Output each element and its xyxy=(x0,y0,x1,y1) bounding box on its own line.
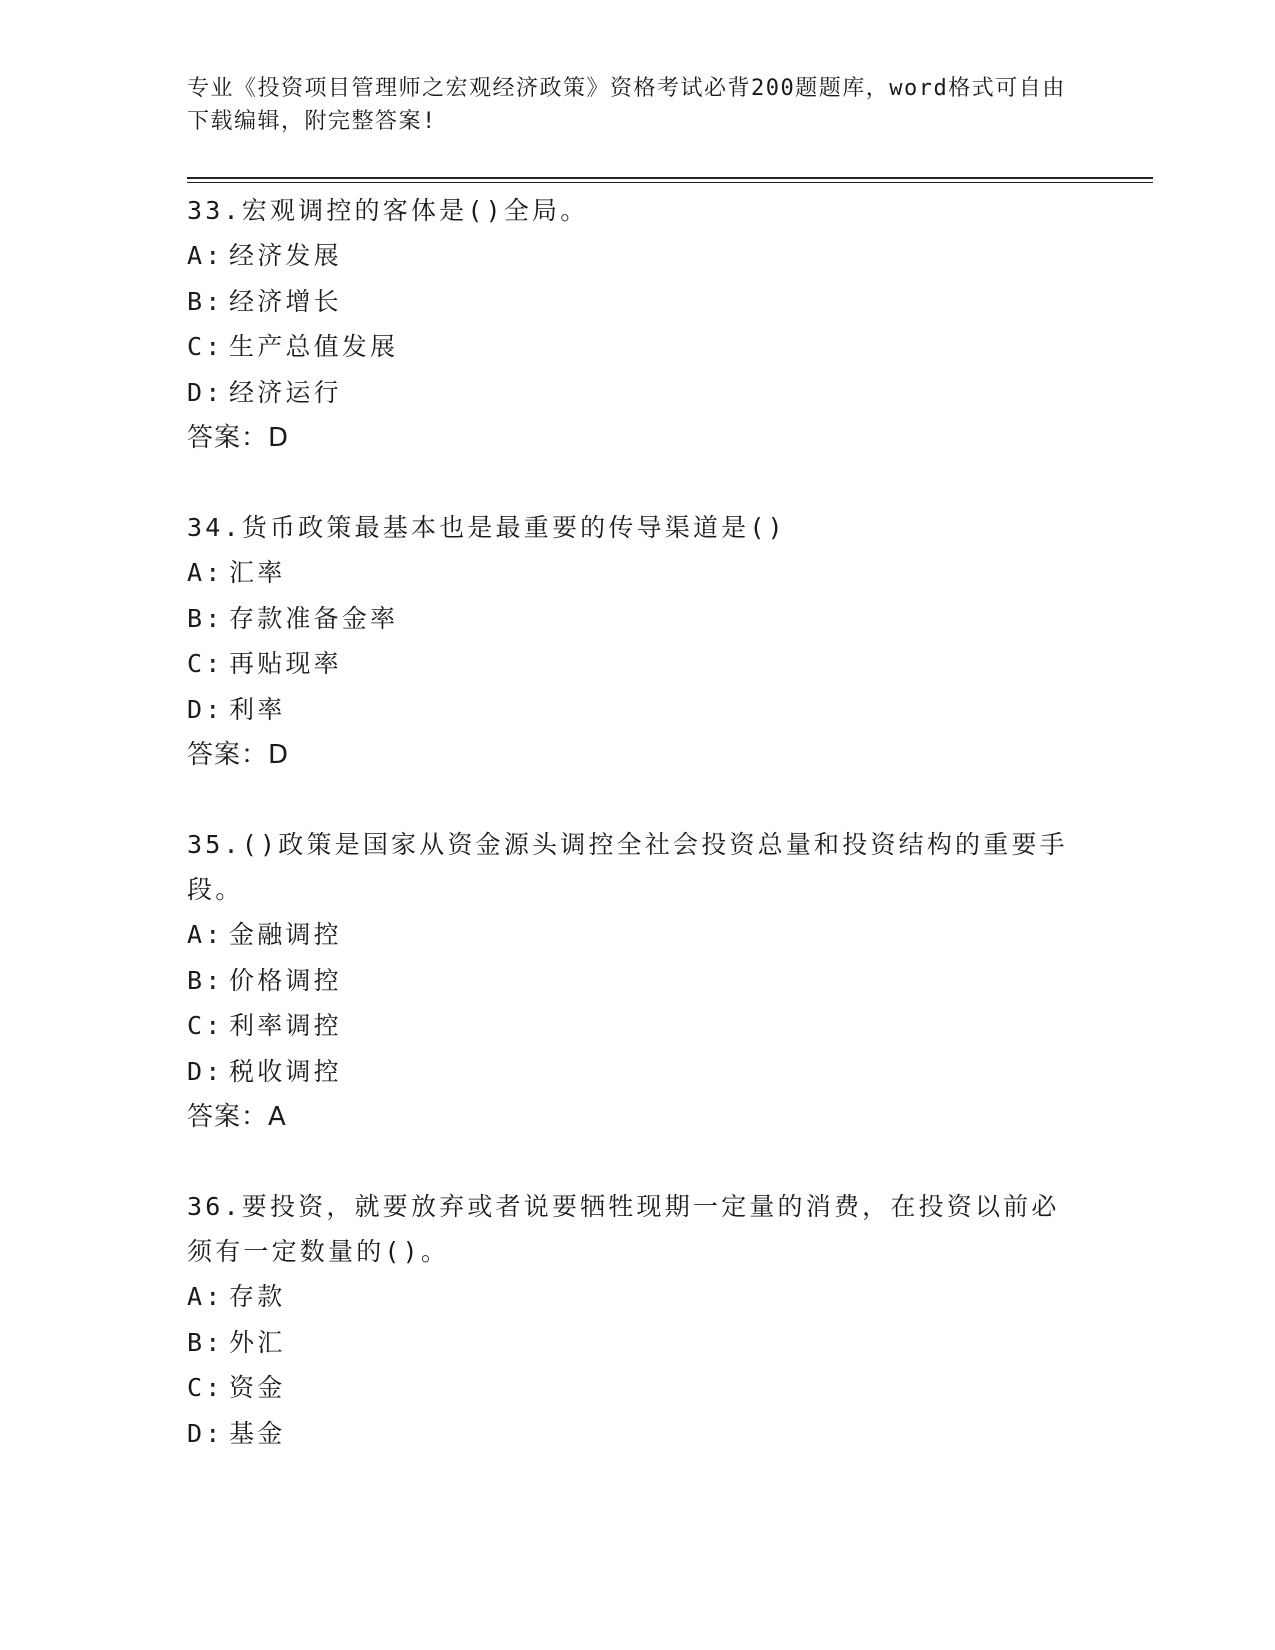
question-36 xyxy=(187,1184,1087,1456)
option-d xyxy=(187,1411,1087,1457)
question-35 xyxy=(187,822,1087,1140)
option-letter: D: xyxy=(187,1418,224,1448)
option-letter: A: xyxy=(187,920,224,949)
option-letter: A: xyxy=(187,241,224,270)
option-a xyxy=(187,912,1087,958)
option-c xyxy=(187,1003,1087,1049)
option-c xyxy=(187,324,1087,370)
option-letter: C: xyxy=(187,1373,224,1402)
option-b xyxy=(187,1320,1087,1366)
option-letter: C: xyxy=(187,649,224,678)
question-stem: 33.宏观调控的客体是()全局。 xyxy=(187,196,589,225)
option-text: 外汇 xyxy=(229,1327,286,1357)
option-letter: B: xyxy=(187,965,224,995)
question-stem: 36.要投资，就要放弃或者说要牺牲现期一定量的消费，在投资以前必须有一定数量的()。 xyxy=(187,1192,1060,1266)
option-b xyxy=(187,279,1087,325)
option-text: 税收调控 xyxy=(229,1056,342,1086)
option-b xyxy=(187,958,1087,1004)
option-d xyxy=(187,687,1087,733)
question-33 xyxy=(187,188,1087,461)
option-text: 生产总值发展 xyxy=(229,332,399,361)
option-text: 存款准备金率 xyxy=(229,603,399,633)
option-text: 利率 xyxy=(229,694,286,724)
option-text: 经济增长 xyxy=(229,286,342,316)
document-header: 专业《投资项目管理师之宏观经济政策》资格考试必背200题题库，word格式可自由下载编辑，附完整答案! xyxy=(187,76,1066,134)
option-text: 价格调控 xyxy=(229,965,342,995)
option-d xyxy=(187,1049,1087,1095)
option-letter: B: xyxy=(187,1327,224,1357)
option-text: 汇率 xyxy=(229,558,286,587)
option-text: 经济发展 xyxy=(229,241,342,270)
option-c xyxy=(187,641,1087,687)
option-text: 基金 xyxy=(229,1418,286,1448)
option-letter: C: xyxy=(187,332,224,361)
question-34 xyxy=(187,505,1087,778)
option-letter: B: xyxy=(187,286,224,316)
option-letter: D: xyxy=(187,1056,224,1086)
option-letter: D: xyxy=(187,377,224,407)
option-letter: A: xyxy=(187,558,224,587)
option-a xyxy=(187,1274,1087,1320)
question-stem: 34.货币政策最基本也是最重要的传导渠道是() xyxy=(187,513,786,542)
answer-line: 答案：D xyxy=(187,423,290,453)
option-letter: C: xyxy=(187,1011,224,1040)
option-text: 金融调控 xyxy=(229,920,342,949)
option-text: 利率调控 xyxy=(229,1011,342,1040)
option-d xyxy=(187,370,1087,416)
option-text: 存款 xyxy=(229,1282,286,1311)
header-divider-thin xyxy=(187,182,1153,183)
answer-line: 答案：D xyxy=(187,740,290,770)
option-letter: A: xyxy=(187,1282,224,1311)
answer-line: 答案：A xyxy=(187,1102,287,1132)
option-text: 资金 xyxy=(229,1373,286,1402)
header-divider-thick xyxy=(187,177,1153,179)
option-b xyxy=(187,596,1087,642)
option-c xyxy=(187,1365,1087,1411)
question-stem: 35.()政策是国家从资金源头调控全社会投资总量和投资结构的重要手段。 xyxy=(187,830,1068,904)
option-a xyxy=(187,550,1087,596)
option-text: 再贴现率 xyxy=(229,649,342,678)
option-letter: B: xyxy=(187,603,224,633)
option-a xyxy=(187,233,1087,279)
question-list xyxy=(187,188,1087,1500)
option-text: 经济运行 xyxy=(229,377,342,407)
option-letter: D: xyxy=(187,694,224,724)
